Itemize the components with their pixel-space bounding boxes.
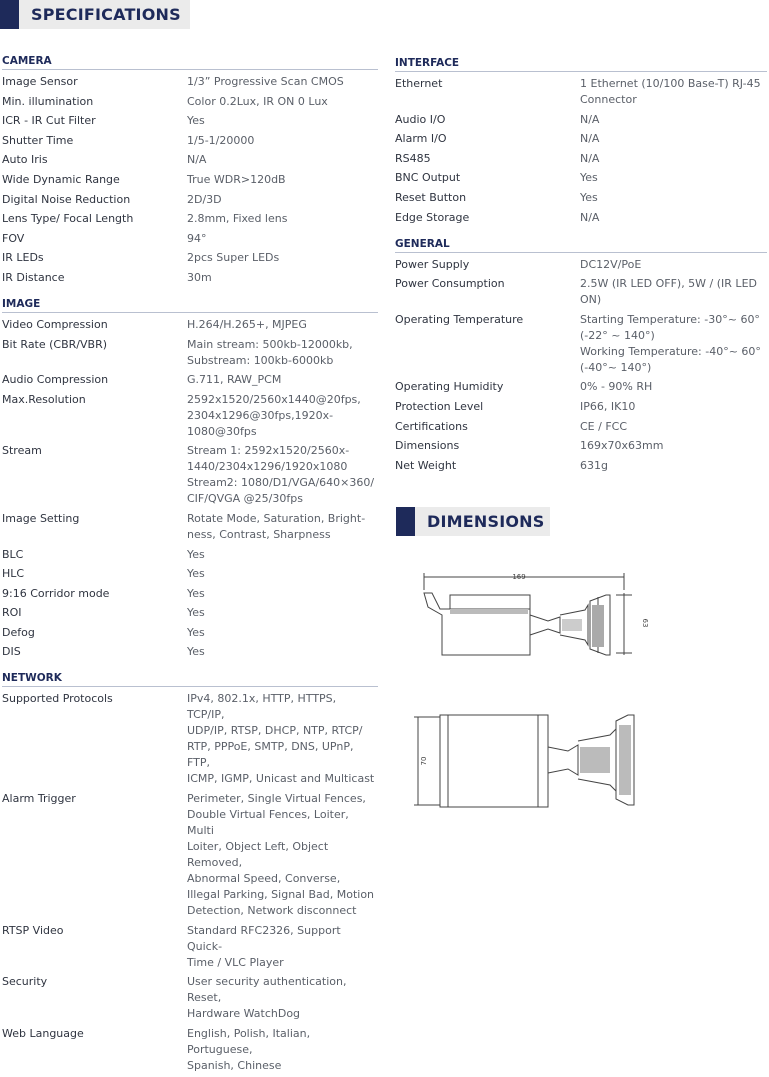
spec-row: [395, 419, 767, 435]
spec-label: Digital Noise Reduction: [2, 192, 131, 206]
spec-label: ICR - IR Cut Filter: [2, 114, 96, 128]
spec-label: Auto Iris: [2, 153, 48, 167]
spec-group-image: [2, 298, 378, 661]
spec-value: Color 0.2Lux, IR ON 0 Lux: [187, 94, 328, 108]
spec-row: [395, 76, 767, 108]
spec-value: Yes: [580, 190, 598, 204]
spec-row: [2, 605, 378, 621]
spec-value: Yes: [187, 586, 205, 600]
spec-row: [2, 566, 378, 582]
spec-label: Protection Level: [395, 399, 484, 413]
specifications-header: [0, 0, 190, 29]
group-title: CAMERA: [2, 55, 378, 70]
spec-label: Operating Temperature: [395, 312, 524, 326]
spec-label: HLC: [2, 567, 25, 581]
spec-row: [2, 231, 378, 247]
spec-value: Yes: [187, 547, 205, 561]
spec-group-general: [395, 238, 767, 474]
spec-label: Dimensions: [395, 439, 460, 453]
spec-row: [2, 337, 378, 369]
spec-label: RS485: [395, 151, 431, 165]
group-title: INTERFACE: [395, 57, 767, 72]
group-title: GENERAL: [395, 238, 767, 253]
spec-label: Image Setting: [2, 511, 80, 525]
spec-label: Alarm Trigger: [2, 792, 76, 806]
spec-value: 1/3” Progressive Scan CMOS: [187, 75, 344, 88]
spec-value: Yes: [187, 567, 205, 581]
spec-label: Certifications: [395, 419, 468, 433]
spec-row: [2, 74, 378, 90]
length-dimension-label: 169: [512, 573, 526, 581]
spec-value: N/A: [580, 210, 600, 224]
spec-row: [2, 211, 378, 227]
spec-row: [395, 151, 767, 167]
spec-label: Lens Type/ Focal Length: [2, 212, 134, 226]
spec-row: [2, 113, 378, 129]
spec-value: IPv4, 802.1x, HTTP, HTTPS, TCP/IP, UDP/IP, RTSP, DHCP, NTP, RTCP/ RTP, PPPoE, SMTP, DNS, UPnP, FTP, ICMP, IGMP, Unicast and Multicast: [187, 692, 375, 786]
height-dimension-label: 63: [641, 618, 649, 628]
spec-value: N/A: [187, 153, 207, 167]
camera-top-view-drawing: [410, 705, 660, 815]
spec-label: Power Supply: [395, 257, 470, 271]
spec-row: [2, 94, 378, 110]
spec-label: BNC Output: [395, 171, 461, 185]
spec-label: IR LEDs: [2, 251, 44, 265]
spec-value: 30m: [187, 270, 212, 284]
spec-row: [2, 691, 378, 787]
spec-label: Reset Button: [395, 190, 467, 204]
spec-row: [395, 438, 767, 454]
spec-label: IR Distance: [2, 270, 65, 284]
spec-value: 631g: [580, 458, 608, 472]
spec-row: [395, 190, 767, 206]
spec-label: DIS: [2, 645, 21, 659]
spec-group-interface: [395, 57, 767, 226]
right-spec-column: [395, 57, 767, 477]
spec-value: 2.5W (IR LED OFF), 5W / (IR LED ON): [580, 277, 757, 307]
spec-label: Operating Humidity: [395, 380, 504, 394]
spec-row: [395, 131, 767, 147]
spec-value: Yes: [580, 171, 598, 185]
spec-value: True WDR>120dB: [187, 172, 286, 186]
spec-row: [395, 276, 767, 308]
spec-row: [2, 625, 378, 641]
spec-row: [395, 379, 767, 395]
spec-group-camera: [2, 55, 378, 286]
spec-value: 94°: [187, 231, 207, 245]
spec-value: 169x70x63mm: [580, 439, 664, 453]
spec-value: Yes: [187, 114, 205, 128]
spec-value: 2592x1520/2560x1440@20fps, 2304x1296@30fps,1920x- 1080@30fps: [187, 392, 361, 438]
spec-row: [2, 317, 378, 333]
spec-value: Stream 1: 2592x1520/2560x- 1440/2304x1296/1920x1080 Stream2: 1080/D1/VGA/640×360/ CIF/QVGA @25/30fps: [187, 444, 375, 506]
spec-row: [395, 170, 767, 186]
spec-label: Edge Storage: [395, 210, 470, 224]
spec-row: [2, 586, 378, 602]
spec-row: [395, 210, 767, 226]
specifications-title: SPECIFICATIONS: [31, 5, 181, 24]
spec-value: IP66, IK10: [580, 399, 636, 413]
spec-row: [2, 250, 378, 266]
spec-label: Max.Resolution: [2, 392, 86, 406]
spec-label: Web Language: [2, 1026, 84, 1040]
spec-row: [395, 112, 767, 128]
spec-row: [395, 312, 767, 376]
spec-value: DC12V/PoE: [580, 257, 642, 271]
spec-value: N/A: [580, 112, 600, 126]
spec-value: 0% - 90% RH: [580, 380, 653, 394]
spec-value: User security authentication, Reset, Hardware WatchDog: [187, 975, 347, 1021]
spec-row: [2, 192, 378, 208]
spec-label: Audio Compression: [2, 373, 109, 387]
spec-label: Stream: [2, 444, 42, 458]
spec-row: [395, 399, 767, 415]
spec-label: FOV: [2, 231, 25, 245]
spec-value: 2.8mm, Fixed lens: [187, 212, 288, 226]
dimensions-title: DIMENSIONS: [427, 512, 545, 531]
camera-side-view-drawing: [410, 565, 660, 665]
spec-label: Audio I/O: [395, 112, 446, 126]
spec-label: Shutter Time: [2, 133, 74, 147]
spec-row: [395, 257, 767, 273]
spec-value: N/A: [580, 151, 600, 165]
spec-row: [2, 547, 378, 563]
spec-label: 9:16 Corridor mode: [2, 586, 110, 600]
spec-label: ROI: [2, 606, 22, 620]
width-dimension-label: 70: [420, 756, 428, 766]
spec-row: [2, 511, 378, 543]
spec-value: Yes: [187, 625, 205, 639]
spec-value: Main stream: 500kb-12000kb, Substream: 100kb-6000kb: [187, 337, 353, 367]
spec-label: Ethernet: [395, 77, 443, 90]
spec-label: Alarm I/O: [395, 132, 447, 146]
spec-row: [2, 172, 378, 188]
spec-value: H.264/H.265+, MJPEG: [187, 317, 307, 331]
spec-value: G.711, RAW_PCM: [187, 373, 282, 387]
spec-value: Rotate Mode, Saturation, Bright- ness, Contrast, Sharpness: [187, 511, 366, 541]
spec-label: Defog: [2, 625, 35, 639]
spec-value: Starting Temperature: -30°~ 60° (-22° ~ 140°) Working Temperature: -40°~ 60° (-40°~ 140°): [580, 312, 761, 374]
spec-row: [2, 270, 378, 286]
spec-label: Min. illumination: [2, 94, 94, 108]
spec-row: [2, 923, 378, 971]
spec-row: [2, 133, 378, 149]
spec-row: [2, 443, 378, 507]
left-spec-column: [2, 55, 378, 1077]
spec-row: [2, 392, 378, 440]
spec-value: 2pcs Super LEDs: [187, 251, 280, 265]
spec-group-network: [2, 672, 378, 1073]
spec-row: [2, 791, 378, 919]
spec-label: RTSP Video: [2, 923, 64, 937]
spec-label: Net Weight: [395, 458, 457, 472]
spec-value: 1 Ethernet (10/100 Base-T) RJ-45 Connector: [580, 77, 761, 106]
spec-row: [395, 458, 767, 474]
header-accent-bar: [0, 0, 19, 29]
spec-value: Yes: [187, 645, 205, 659]
header-accent-bar: [396, 507, 415, 536]
spec-row: [2, 1026, 378, 1074]
spec-value: CE / FCC: [580, 419, 628, 433]
group-title: NETWORK: [2, 672, 378, 687]
spec-value: Yes: [187, 606, 205, 620]
spec-label: Image Sensor: [2, 75, 78, 88]
spec-label: Power Consumption: [395, 277, 505, 291]
spec-value: Perimeter, Single Virtual Fences, Double Virtual Fences, Loiter, Multi Loiter, Object Left, Object Removed, Abnormal Speed, Converse, Illegal Parking, Signal Bad, Motion Detection, Network disconnect: [187, 792, 375, 918]
spec-value: N/A: [580, 132, 600, 146]
spec-row: [2, 152, 378, 168]
spec-label: Bit Rate (CBR/VBR): [2, 337, 108, 351]
spec-row: [2, 372, 378, 388]
spec-label: Supported Protocols: [2, 692, 113, 706]
spec-label: Wide Dynamic Range: [2, 172, 120, 186]
spec-row: [2, 644, 378, 660]
spec-value: 2D/3D: [187, 192, 222, 206]
spec-value: English, Polish, Italian, Portuguese, Spanish, Chinese: [187, 1026, 311, 1072]
spec-label: BLC: [2, 547, 24, 561]
spec-label: Security: [2, 975, 48, 989]
spec-label: Video Compression: [2, 317, 108, 331]
spec-value: 1/5-1/20000: [187, 133, 255, 147]
group-title: IMAGE: [2, 298, 378, 313]
spec-row: [2, 974, 378, 1022]
spec-value: Standard RFC2326, Support Quick- Time / VLC Player: [187, 923, 341, 969]
dimensions-header: [396, 507, 550, 536]
